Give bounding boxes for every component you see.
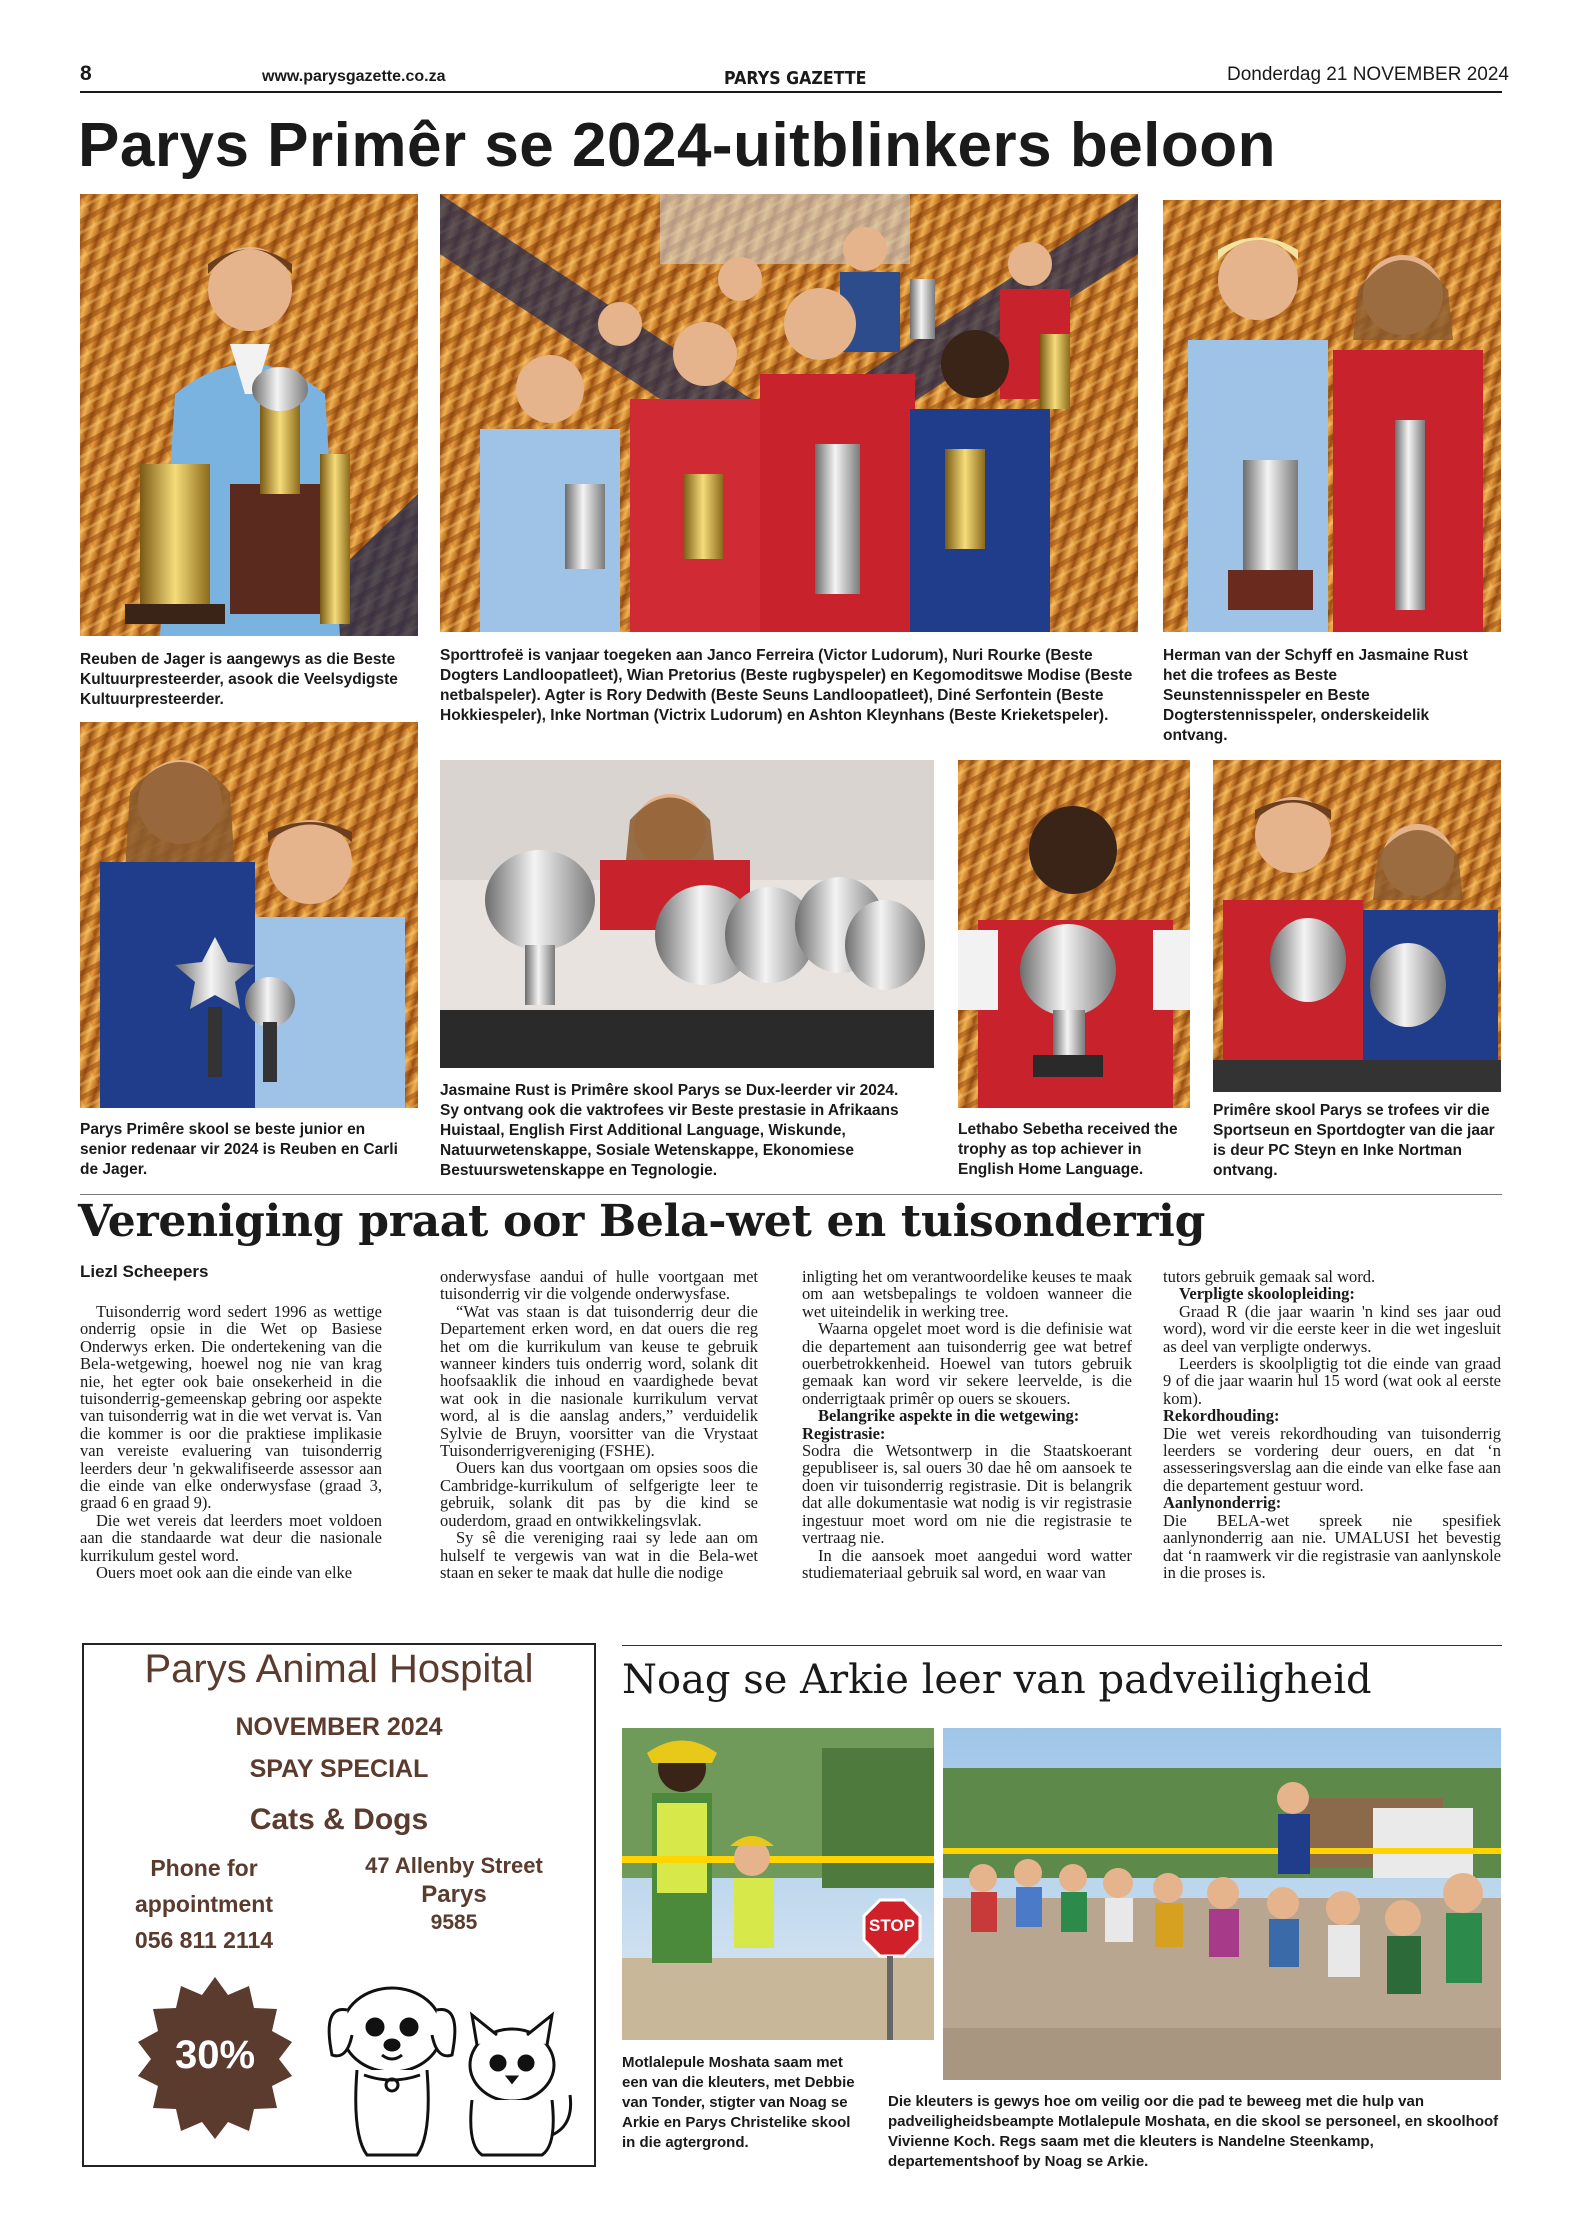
paper-name: PARYS GAZETTE: [724, 68, 867, 89]
photo-road-safety-officer: [622, 1728, 934, 2040]
article-paragraph: Aanlynonderrig:: [1163, 1493, 1282, 1513]
advert-phone-label-2: appointment: [135, 1891, 273, 1917]
caption-children-crossing: Die kleuters is gewys hoe om veilig oor die pad te beweeg met die hulp van padveiligheidsbeampte Motlalepule Moshata, en die skool se personeel, en skoolhoof Vivienne Koch. Regs saam met die kleuters is Nandelne Steenkamp, departementshoof by Noag se Arkie.: [888, 2093, 1499, 2170]
page-number: 8: [80, 62, 92, 85]
article-paragraph: onderwysfase aandui of hulle voortgaan met tuisonderrig vir die volgende onderwysfase.: [440, 1267, 758, 1304]
article-column-4: [1163, 1268, 1501, 1581]
article-paragraph: “Wat vas staan is dat tuisonderrig deur die Departement erken word, en dat ouers die reg het om die kurrikulum van keuse te gebruik wanneer kinders tuis onderrig word, solank dit hoofsaaklik die inhoud en vaardighede bevat wat ook in die nasionale kurrikulum vervat word, al is die aanslag anders,” verduidelik Sylvie de Bruyn, voorsitter van die Vrystaat Tuisonderrigvereniging (FSHE).: [440, 1301, 758, 1461]
website-link[interactable]: www.parysgazette.co.za: [262, 68, 446, 85]
caption-tennis: Herman van der Schyff en Jasmaine Rust het die trofees as Beste Seunstennisspeler en Beste Dogterstennisspeler, onderskeidelik ontvang.: [1163, 647, 1468, 744]
road-story-headline: Noag se Arkie leer van padveiligheid: [622, 1657, 1372, 1703]
article-headline: Vereniging praat oor Bela-wet en tuisonderrig: [78, 1196, 1206, 1247]
article-paragraph: Die BELA-wet spreek nie spesifiek aanlynonderrig aan nie. UMALUSI het bevestig dat ‘n raamwerk vir die registrasie van aanlynskole in die proses is.: [1163, 1510, 1501, 1582]
article-column-2: [440, 1268, 758, 1581]
caption-speakers: Parys Primêre skool se beste junior en senior redenaar vir 2024 is Reuben en Carli de Jager.: [80, 1121, 398, 1178]
caption-reuben: Reuben de Jager is aangewys as die Beste Kultuurpresteerder, asook die Veelsydigste Kultuurpresteerder.: [80, 651, 398, 708]
article-paragraph: tutors gebruik gemaak sal word.: [1163, 1267, 1376, 1286]
article-paragraph: inligting het om verantwoordelike keuses te maak om aan wetsbepalings te voldoen wanneer die wet uiteindelik in werking tree.: [802, 1267, 1132, 1321]
photo-speakers: [80, 722, 418, 1108]
section-divider: [80, 1194, 1502, 1195]
article-paragraph: Belangrike aspekte in die wetgewing:: [818, 1406, 1080, 1426]
photo-lethabo: [958, 760, 1190, 1108]
top-headline: Parys Primêr se 2024-uitblinkers beloon: [78, 111, 1277, 180]
advert-phone[interactable]: 056 811 2114: [134, 1927, 274, 1953]
article-paragraph: Ouers kan dus voortgaan om opsies soos die Cambridge-kurrikulum of selfgerigte leer te gebruik, solank dit pas by die kind se ouderdom, graad en ontwikkelingsvlak.: [440, 1458, 758, 1530]
advert-discount: 30%: [174, 2033, 256, 2077]
article-paragraph: Die wet vereis rekordhouding van tuisonderrig leerders se vordering deur ouers, en dat ‘n assesseringsverslag aan die einde van elke fase aan die departement gestuur word.: [1163, 1423, 1501, 1495]
caption-sportseun: Primêre skool Parys se trofees vir die Sportseun en Sportdogter van die jaar is deur PC Steyn en Inke Nortman ontvang.: [1213, 1102, 1495, 1179]
masthead-rule: [80, 91, 1502, 93]
advert-name: Parys Animal Hospital: [144, 1647, 534, 1691]
article-paragraph: In die aansoek moet aangedui word watter studiemateriaal gebruik sal word, en waar van: [802, 1545, 1132, 1582]
stop-sign-text: STOP: [869, 1916, 915, 1935]
caption-sport-trophies: Sporttrofeë is vanjaar toegeken aan Janco Ferreira (Victor Ludorum), Nuri Rourke (Beste Dogters Landloopatleet), Wian Pretorius (Beste rugbyspeler) en Kegomoditswe Modise (Beste netbalspeler). Agter is Rory Dedwith (Beste Seuns Landloopatleet), Diné Serfontein (Beste Hokkiespeler), Inke Nortman (Victrix Ludorum) en Ashton Kleynhans (Beste Krieketspeler).: [440, 647, 1133, 724]
article-paragraph: Verpligte skoolopleiding:: [1179, 1284, 1355, 1304]
article-paragraph: Leerders is skoolpligtig tot die einde van graad 9 of die jaar waarin hul 15 word (wat ook al eerste kom).: [1163, 1354, 1501, 1408]
advert-phone-label-1: Phone for: [150, 1855, 258, 1881]
article-paragraph: Sy sê die vereniging raai sy lede aan om hulself te vergewis van wat in die Bela-wet staan en seker te maak dat hulle die nodige: [440, 1528, 758, 1582]
article-paragraph: Graad R (die jaar waarin 'n kind ses jaar oud word), word vir die eerste keer in die wet ingesluit as deel van verpligte onderwys.: [1163, 1301, 1501, 1356]
article-paragraph: Rekordhouding:: [1163, 1406, 1280, 1426]
article-paragraph: Die wet vereis dat leerders moet voldoen aan die standaarde wat deur die nasionale kurrikulum gestel word.: [80, 1510, 382, 1565]
advert-address-3: 9585: [430, 1911, 478, 1934]
photo-sport-trophies-group: [440, 194, 1138, 632]
caption-dux: Jasmaine Rust is Primêre skool Parys se Dux-leerder vir 2024. Sy ontvang ook die vaktrofees vir Beste prestasie in Afrikaans Huistaal, English First Additional Language, Wiskunde, Natuurwetenskappe, Sosiale Wetenskappe, Ekonomiese Bestuurswetenskappe en Tegnologie.: [440, 1082, 899, 1179]
article-column-1: [80, 1303, 382, 1582]
photo-dux-trophies: [440, 760, 934, 1068]
photo-reuben-trophies: [80, 194, 418, 636]
article-column-3: [802, 1268, 1132, 1581]
article-paragraph: Sodra die Wetsontwerp in die Staatskoerant gepubliseer is, sal ouers 30 dae hê om aansoek te doen vir tuisonderrig registrasie. Dit is belangrik dat alle dokumentasie wat nodig is vir registrasie ingestuur moet word om nie die registrasie te vertraag nie.: [802, 1441, 1132, 1548]
advert-animals: Cats & Dogs: [249, 1803, 429, 1836]
article-byline: Liezl Scheepers: [80, 1262, 209, 1281]
advert-address-1: 47 Allenby Street: [365, 1853, 543, 1878]
road-story-rule: [622, 1645, 1502, 1646]
advert-special: SPAY SPECIAL: [249, 1755, 429, 1783]
article-paragraph: Ouers moet ook aan die einde van elke: [96, 1563, 353, 1583]
photo-children-crossing: [943, 1728, 1501, 2080]
issue-date: Donderdag 21 NOVEMBER 2024: [1227, 64, 1509, 85]
article-paragraph: Tuisonderrig word sedert 1996 as wettige onderrig opsie in die Wet op Basiese Onderwys erken. Die ondertekening van die Bela-wetgewing, hoewel nog nie van krag nie, het egter ook baie onsekerheid in die tuisonderrig-gemeenskap gebring oor aspekte van tuisonderrig wat in die wet vervat is. Van die kommer is oor die praktiese implikasie van vereiste evaluering van tuisonderrig leerders deur 'n gekwalifiseerde assessor aan die einde van elke onderwysfase (graad 3, graad 6 en graad 9).: [80, 1302, 382, 1513]
article-paragraph: Waarna opgelet moet word is die definisie wat die departement aan tuisonderrig gee wat betref ouerbetrokkenheid. Hoewel van tutors gebruik gemaak kan word vir sekere leervelde, is die onderrigtaak primêr op ouers se skouers.: [802, 1319, 1132, 1408]
photo-tennis-winners: [1163, 200, 1501, 632]
article-paragraph: Registrasie:: [802, 1423, 886, 1443]
photo-sportseun-sportdogter: [1213, 760, 1501, 1092]
advert-address-2: Parys: [421, 1881, 487, 1908]
caption-lethabo: Lethabo Sebetha received the trophy as top achiever in English Home Language.: [958, 1121, 1178, 1178]
advert-animal-hospital[interactable]: [82, 1643, 596, 2167]
advert-month: NOVEMBER 2024: [235, 1713, 443, 1741]
caption-road-officer: Motlalepule Moshata saam met een van die kleuters, met Debbie van Tonder, stigter van Noag se Arkie en Parys Christelike skool in die agtergrond.: [622, 2054, 855, 2151]
dog-cat-drawing-icon: [312, 1975, 582, 2160]
